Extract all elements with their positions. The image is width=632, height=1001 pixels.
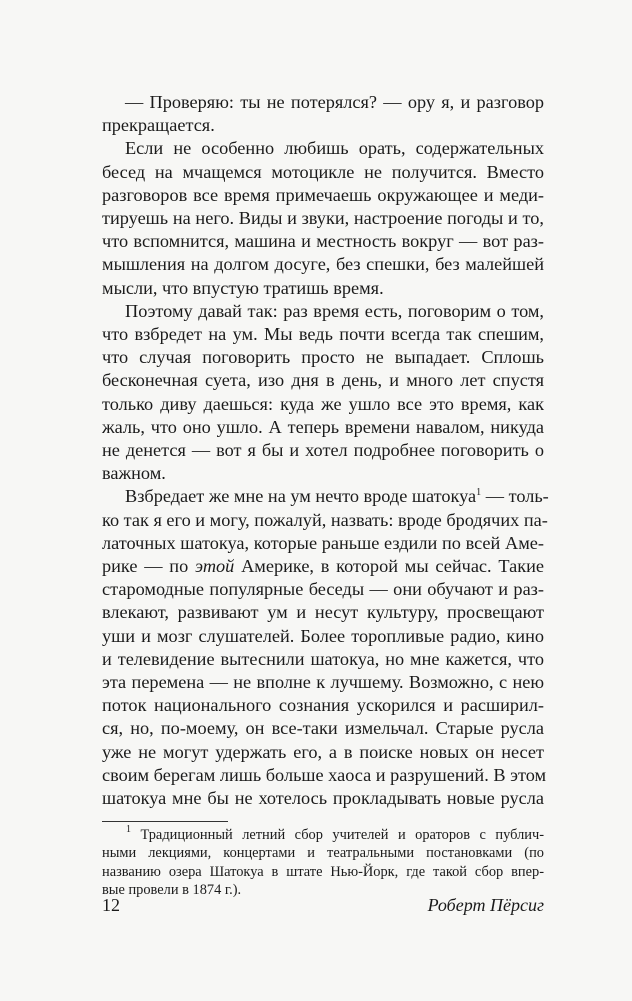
text-line: Поэтому давай так: раз время есть, поговорим о том,	[125, 300, 544, 321]
footnote-line: названию озера Шатокуа в штате Нью-Йорк, где такой сбор впер-	[102, 863, 544, 880]
text-line: Если не особенно любишь орать, содержательных	[125, 138, 544, 159]
text-line: бесконечная суета, изо дня в день, и много лет спустя	[102, 370, 544, 391]
text-fragment: Традиционный летний сбор учителей и ораторов с публич-	[131, 827, 544, 843]
text-line: что взбредет на ум. Мы ведь почти всегда так спешим,	[102, 324, 544, 345]
text-line: эта перемена — не вполне к лучшему. Возможно, с нею	[102, 672, 544, 693]
text-line: своим берегам лишь больше хаоса и разрушений. В этом	[102, 764, 547, 785]
text-line: тируешь на него. Виды и звуки, настроение погоды и то,	[102, 208, 544, 229]
text-line: разговоров все время примечаешь окружающее и меди-	[102, 184, 544, 205]
page-body	[102, 91, 549, 810]
text-fragment: Взбредает же мне на ум нечто вроде шатокуа	[125, 486, 477, 507]
paragraph-1	[102, 91, 544, 137]
text-line: старомодные популярные беседы — они обучают и раз-	[102, 579, 544, 600]
text-line: ся, но, по-моему, он все-таки измельчал. Старые русла	[102, 718, 544, 739]
text-line: — Проверяю: ты не потерялся? — ору я, и разговор	[125, 92, 544, 112]
footnote-marker[interactable]: 1	[476, 487, 482, 499]
text-fragment: рике — по	[102, 556, 195, 577]
text-line: ко так я его и могу, пожалуй, назвать: вроде бродячих па-	[102, 509, 548, 530]
page-number: 12	[102, 895, 120, 915]
text-line: уже не могут удержать его, а в поиске новых он несет	[102, 741, 544, 762]
text-line: только диву даешься: куда же ушло все это время, как	[102, 393, 544, 414]
text-line: уши и мозг слушателей. Более торопливые радио, кино	[102, 625, 544, 646]
text-line: важном.	[102, 463, 166, 484]
text-line: не денется — вот я бы и хотел подробнее поговорить о	[102, 440, 544, 461]
text-line: латочных шатокуа, которые раньше ездили по всей Аме-	[102, 532, 544, 553]
text-line: что вспомнится, машина и местность вокруг — вот раз-	[102, 231, 544, 252]
text-line: шатокуа мне бы не хотелось прокладывать новые русла	[102, 788, 544, 809]
text-line: жаль, что оно ушло. А теперь времени навалом, никуда	[102, 416, 544, 437]
text-line: бесед на мчащемся мотоцикле не получится. Вместо	[102, 161, 544, 182]
text-line	[102, 555, 544, 578]
paragraph-4	[102, 485, 549, 810]
text-line: мысли, что впустую тратишь время.	[102, 277, 384, 298]
text-line: мышления на долгом досуге, без спешки, без малейшей	[102, 254, 544, 275]
text-fragment: — толь-	[481, 486, 549, 507]
text-fragment: Америке, в которой мы сейчас. Такие	[234, 556, 544, 577]
text-line: и телевидение вытеснили шатокуа, но мне кажется, что	[102, 648, 544, 669]
paragraph-3	[102, 300, 544, 486]
text-line: поток национального сознания ускорился и расширил-	[102, 695, 544, 716]
footnote	[102, 826, 544, 900]
footnote-line: ными лекциями, концертами и театральными постановками (по	[102, 845, 544, 862]
footnote-number: 1	[126, 824, 131, 835]
footnote-line: вые провели в 1874 г.).	[102, 882, 242, 899]
text-line: влекают, развивают ум и несут культуру, просвещают	[102, 602, 544, 623]
text-line: что случая поговорить просто не выпадает. Сплошь	[102, 347, 544, 368]
text-line	[102, 485, 549, 508]
paragraph-2	[102, 137, 544, 299]
footnote-line	[102, 826, 544, 844]
footnote-divider	[102, 821, 228, 822]
text-line: прекращается.	[102, 115, 215, 136]
running-title: Роберт Пёрсиг	[427, 895, 544, 915]
emphasis: этой	[195, 556, 235, 577]
